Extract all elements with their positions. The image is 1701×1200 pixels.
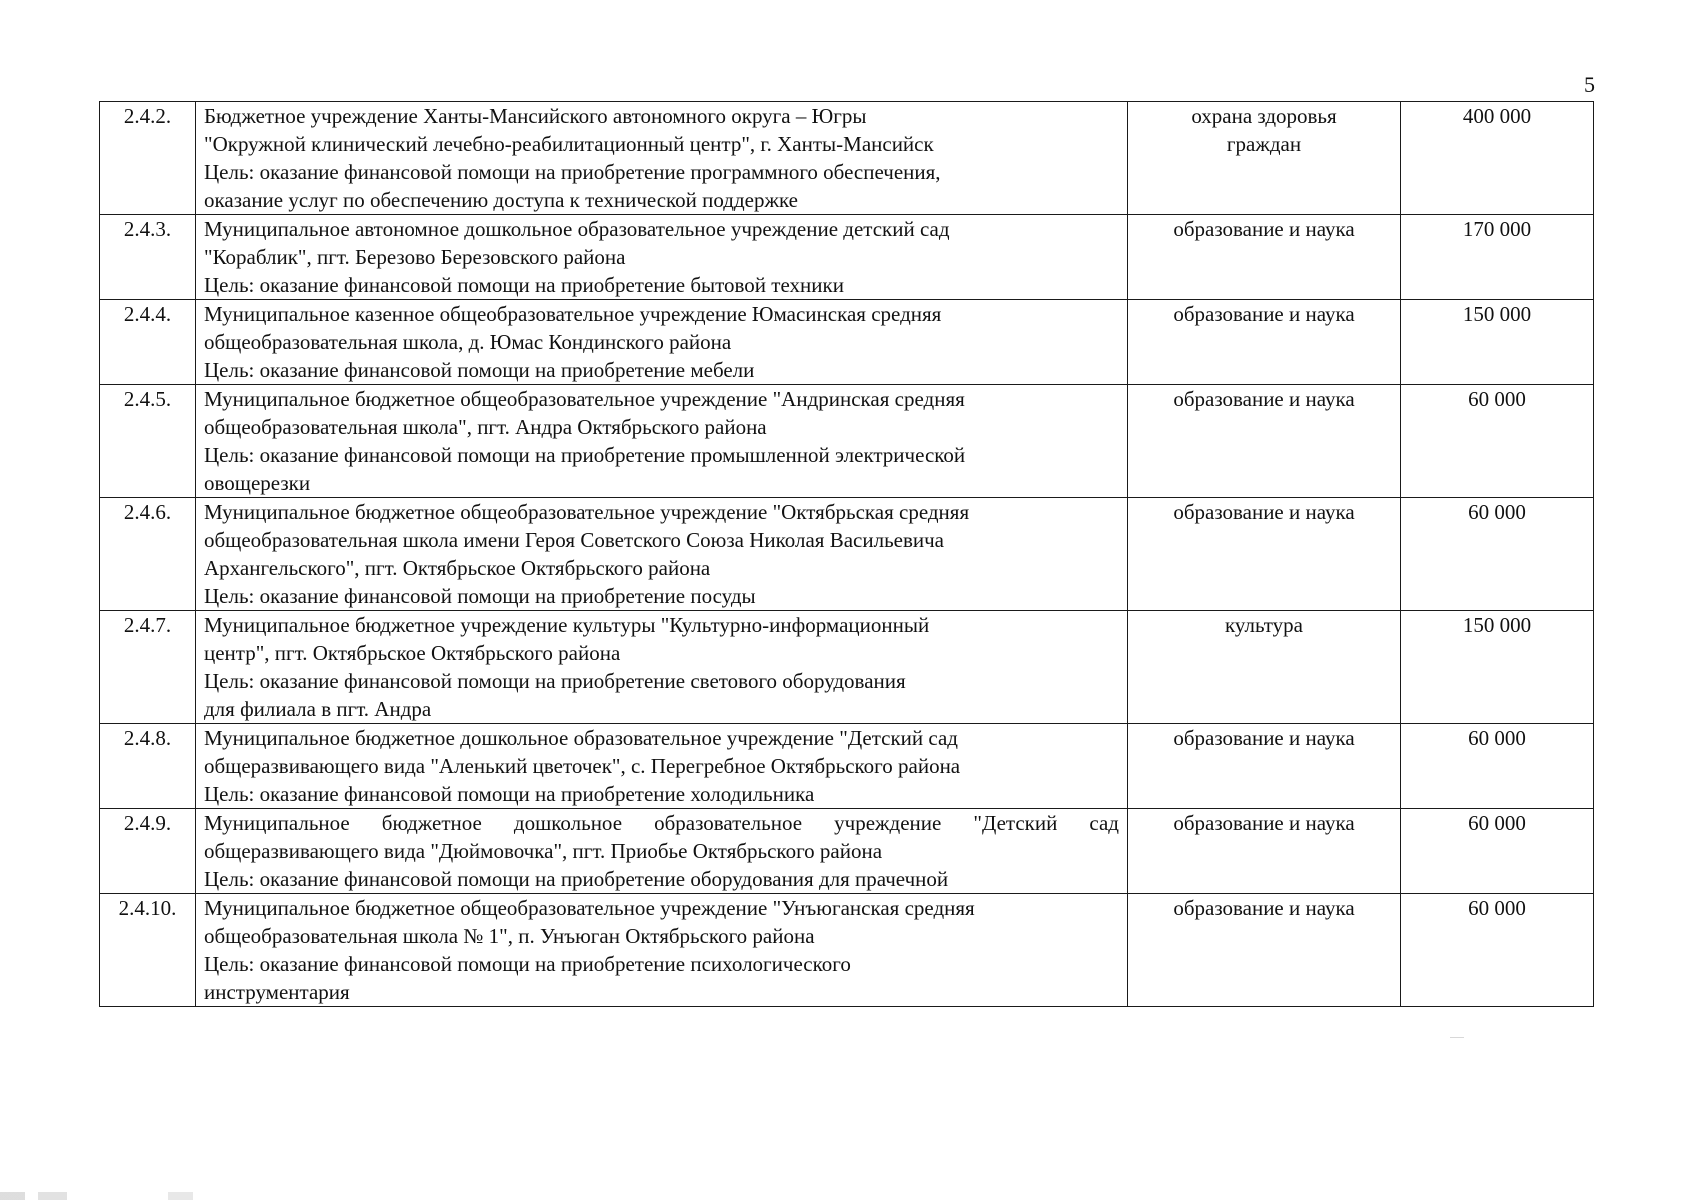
description-line: инструментария [204,980,350,1004]
recipient-description [196,215,1128,300]
row-number: 2.4.5. [100,385,196,498]
description-line: Муниципальное бюджетное общеобразовательное учреждение "Унъюганская средняя [204,896,975,920]
description-line: общеобразовательная школа", пгт. Андра Октябрьского района [204,415,767,439]
table-row [100,385,1594,498]
recipient-description [196,809,1128,894]
scan-speck [1450,1037,1464,1038]
amount: 150 000 [1401,611,1594,724]
recipient-description [196,498,1128,611]
amount: 60 000 [1401,498,1594,611]
description-line: Муниципальное автономное дошкольное образовательное учреждение детский сад [204,217,950,241]
description-line: Бюджетное учреждение Ханты-Мансийского автономного округа – Югры [204,104,867,128]
funding-area-line: образование и наука [1173,726,1355,750]
recipient-description [196,611,1128,724]
amount: 400 000 [1401,102,1594,215]
funding-area-line: образование и наука [1173,811,1355,835]
funding-area [1128,102,1401,215]
recipient-description [196,894,1128,1007]
row-number: 2.4.8. [100,724,196,809]
description-line: Цель: оказание финансовой помощи на приобретение мебели [204,358,755,382]
description-line: Цель: оказание финансовой помощи на приобретение психологического [204,952,851,976]
description-line: центр", пгт. Октябрьское Октябрьского района [204,641,621,665]
funding-area [1128,724,1401,809]
funding-area-line: образование и наука [1173,387,1355,411]
amount: 170 000 [1401,215,1594,300]
description-line: Цель: оказание финансовой помощи на приобретение промышленной электрической [204,443,966,467]
funding-area [1128,498,1401,611]
row-number: 2.4.9. [100,809,196,894]
row-number: 2.4.4. [100,300,196,385]
funding-area [1128,809,1401,894]
funding-area-line: охрана здоровья [1191,104,1337,128]
description-line: для филиала в пгт. Андра [204,697,432,721]
funding-area-line: образование и наука [1173,500,1355,524]
table-row [100,102,1594,215]
description-line: Цель: оказание финансовой помощи на приобретение посуды [204,584,756,608]
recipient-description [196,300,1128,385]
description-line: Муниципальное бюджетное дошкольное образовательное учреждение "Детский сад [204,811,1119,835]
row-number: 2.4.3. [100,215,196,300]
funding-area [1128,611,1401,724]
table-row [100,215,1594,300]
recipient-description [196,724,1128,809]
funding-area [1128,894,1401,1007]
description-line: Муниципальное бюджетное учреждение культуры "Культурно-информационный [204,613,930,637]
table-row [100,724,1594,809]
row-number: 2.4.10. [100,894,196,1007]
description-line: Цель: оказание финансовой помощи на приобретение бытовой техники [204,273,844,297]
page-number: 5 [1584,72,1595,97]
recipient-description [196,102,1128,215]
amount: 60 000 [1401,724,1594,809]
table-row [100,300,1594,385]
funding-area-line: образование и наука [1173,302,1355,326]
scan-artifact [0,1192,420,1200]
funding-area-line: образование и наука [1173,217,1355,241]
description-line: овощерезки [204,471,311,495]
funding-area-line: культура [1225,613,1303,637]
recipient-description [196,385,1128,498]
table-row [100,809,1594,894]
amount: 150 000 [1401,300,1594,385]
amount: 60 000 [1401,894,1594,1007]
description-line: общеобразовательная школа имени Героя Советского Союза Николая Васильевича [204,528,945,552]
description-line: оказание услуг по обеспечению доступа к технической поддержке [204,188,798,212]
row-number: 2.4.2. [100,102,196,215]
description-line: Муниципальное бюджетное общеобразовательное учреждение "Октябрьская средняя [204,500,970,524]
table-row [100,894,1594,1007]
description-line: общеобразовательная школа № 1", п. Унъюган Октябрьского района [204,924,815,948]
description-line: Архангельского", пгт. Октябрьское Октябрьского района [204,556,711,580]
description-line: Цель: оказание финансовой помощи на приобретение программного обеспечения, [204,160,941,184]
funding-area [1128,300,1401,385]
table-row [100,611,1594,724]
description-line: Цель: оказание финансовой помощи на приобретение оборудования для прачечной [204,867,949,891]
description-line: Цель: оказание финансовой помощи на приобретение светового оборудования [204,669,906,693]
table-row [100,498,1594,611]
description-line: общеобразовательная школа, д. Юмас Кондинского района [204,330,732,354]
funding-area-line: граждан [1226,132,1302,156]
description-line: "Кораблик", пгт. Березово Березовского района [204,245,626,269]
grants-table [99,101,1594,1007]
description-line: общеразвивающего вида "Аленький цветочек", с. Перегребное Октябрьского района [204,754,961,778]
row-number: 2.4.7. [100,611,196,724]
row-number: 2.4.6. [100,498,196,611]
table-body [100,102,1594,1007]
amount: 60 000 [1401,385,1594,498]
funding-area-line: образование и наука [1173,896,1355,920]
description-line: "Окружной клинический лечебно-реабилитационный центр", г. Ханты-Мансийск [204,132,934,156]
description-line: Цель: оказание финансовой помощи на приобретение холодильника [204,782,815,806]
funding-area [1128,385,1401,498]
description-line: общеразвивающего вида "Дюймовочка", пгт. Приобье Октябрьского района [204,839,883,863]
description-line: Муниципальное казенное общеобразовательное учреждение Юмасинская средняя [204,302,942,326]
description-line: Муниципальное бюджетное дошкольное образовательное учреждение "Детский сад [204,726,958,750]
funding-area [1128,215,1401,300]
description-line: Муниципальное бюджетное общеобразовательное учреждение "Андринская средняя [204,387,965,411]
amount: 60 000 [1401,809,1594,894]
